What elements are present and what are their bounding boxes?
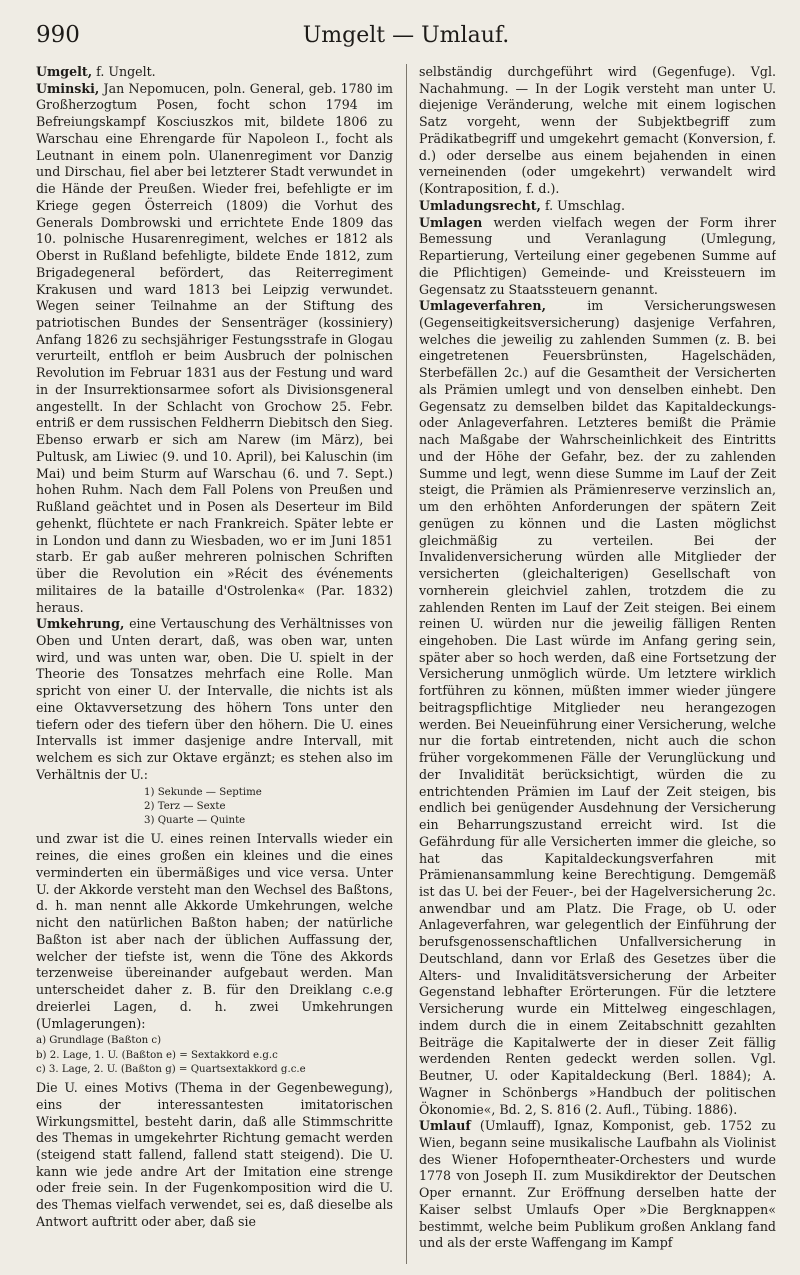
right-column — [419, 64, 776, 1264]
entry-text: werden vielfach wegen der Form ihrer Bemessung und Veranlagung (Umlegung, Repartierung, Verteilung einer gegebenen Summe auf die Pflichtigen) Gemeinde- und Kreissteuern im Gegensatz zu Staatssteuern genannt. — [419, 214, 776, 297]
list-item: 3) Quarte — Quinte — [144, 815, 246, 827]
list-item: b) 2. Lage, 1. U. (Baßton e) = Sextakkord e.g.c — [36, 1049, 278, 1061]
entry-text: eine Vertauschung des Verhältnisses von Oben und Unten derart, daß, was oben war, unten wird, und was unten war, oben. Die U. spielt in der Theorie des Tonsatzes mehrfach eine Rolle. Man spricht von einer U. der Intervalle, die nichts ist als eine Oktavversetzung des höhern Tons unter den tiefern oder des tiefern über den höhern. Die U. eines Intervalls ist immer dasjenige andre Intervall, mit welchem es sich zur Oktave ergänzt; es stehen also im Verhältnis der U.: — [36, 616, 393, 782]
entry-text: Jan Nepomucen, poln. General, geb. 1780 im Großherzogtum Posen, focht schon 1794 im Befreiungskampf Kosciuszkos mit, bildete 1806 zu Warschau eine Ehrengarde für Napoleon I., focht als Leutnant in einem poln. Ulanenregiment vor Danzig und Dirschau, fiel aber bei letzterer Stadt verwundet in die Hände der Preußen. Wieder frei, befehligte er im Kriege gegen Österreich (1809) die Vorhut des Generals Dombrowski und errichtete Ende 1809 das 10. polnische Husarenregiment, welches er 1812 als Oberst in Rußland befehligte, bildete Ende 1812, zum Brigadegeneral befördert, das Reiterregiment Krakusen und ward 1813 bei Leipzig verwundet. Wegen seiner Teilnahme an der Stiftung des patriotischen Bundes der Sensenträger (kossiniery) Anfang 1826 zu sechsjähriger Festungsstrafe in Glogau verurteilt, entfloh er beim Ausbruch der polnischen Revolution im Februar 1831 aus der Festung und ward in der Insurrektionsarmee sofort als Divisionsgeneral angestellt. In der Schlacht von Grochow 25. Febr. entriß er dem russischen Feldherrn Diebitsch den Sieg. Ebenso erwarb er sich am Narew (im März), bei Pultusk, am Liwiec (9. und 10. April), bei Kaluschin (im Mai) und beim Sturm auf Warschau (6. und 7. Sept.) hohen Ruhm. Nach dem Fall Polens von Preußen und Rußland geächtet und in Posen als Deserteur im Bild gehenkt, flüchtete er nach Frankreich. Später lebte er in London und dann zu Wiesbaden, wo er im Juni 1851 starb. Er gab außer mehreren polnischen Schriften über die Revolution ein »Récit des événements militaires de la bataille d'Ostrolenka« (Par. 1832) heraus. — [36, 80, 393, 615]
dictionary-entry — [36, 616, 393, 783]
dictionary-entry — [419, 64, 776, 198]
entry-text: f. Umschlag. — [540, 197, 625, 213]
entry-text: selbständig durchgeführt wird (Gegenfuge). Vgl. Nachahmung. — In der Logik versteht man unter U. diejenige Veränderung, welche mit einem logischen Satz vorgeht, wenn der Subjektbegriff zum Prädikatbegriff und umgekehrt gemacht (Konversion, f. d.) oder derselbe aus einem bejahenden in einen verneinenden (oder umgekehrt) verwandelt wird (Kontraposition, f. d.). — [419, 64, 776, 197]
dictionary-entry — [36, 831, 393, 1032]
page-heading: Umgelt — Umlauf. — [302, 23, 510, 48]
dictionary-entry — [419, 215, 776, 299]
dictionary-entry — [36, 81, 393, 617]
entry-headword: Umladungsrecht, — [419, 197, 541, 213]
entry-text: Die U. eines Motivs (Thema in der Gegenbewegung), eins der interessantesten imitatorischen Wirkungsmittel, besteht darin, daß alle Stimmschritte des Themas in umgekehrter Richtung gemacht werden (steigend statt fallend, fallend statt steigend). Die U. kann wie jede andre Art der Imitation eine strenge oder freie sein. In der Fugenkomposition wird die U. des Themas vielfach verwendet, sei es, daß dieselbe als Antwort auftritt oder aber, daß sie — [36, 1080, 393, 1229]
text-columns — [36, 64, 776, 1264]
entry-headword: Umlageverfahren, — [419, 298, 546, 314]
entry-text: und zwar ist die U. eines reinen Intervalls wieder ein reines, die eines großen ein kleines und die eines verminderten ein übermäßiges und vice versa. Unter U. der Akkorde versteht man den Wechsel des Baßtons, d. h. man nennt alle Akkorde Umkehrungen, welche nicht den natürlichen Baßton haben; der natürliche Baßton ist aber nach der üblichen Auffassung der, welcher der tiefste ist, wenn die Töne des Akkords terzenweise übereinander aufgebaut werden. Man unterscheidet daher z. B. für den Dreiklang c.e.g dreierlei Lagen, d. h. zwei Umkehrungen (Umlagerungen): — [36, 831, 393, 1031]
list-item: a) Grundlage (Baßton c) — [36, 1035, 162, 1047]
dictionary-entry — [419, 298, 776, 1118]
dictionary-entry — [419, 1118, 776, 1252]
dictionary-entry — [36, 1080, 393, 1231]
entry-text: (Umlauff), Ignaz, Komponist, geb. 1752 zu Wien, begann seine musikalische Laufbahn als Violinist des Wiener Hofoperntheater-Orchesters und wurde 1778 von Joseph II. zum Musikdirektor der Deutschen Oper ernannt. Zur Eröffnung derselben hatte der Kaiser selbst Umlaufs Oper »Die Bergknappen« bestimmt, welche beim Publikum großen Anklang fand und als der erste Waffengang im Kampf — [419, 1118, 776, 1251]
enumerated-list — [36, 786, 393, 829]
page-number: 990 — [36, 22, 80, 48]
entry-headword: Umkehrung, — [36, 616, 125, 632]
dictionary-entry — [36, 64, 393, 81]
page-header — [36, 22, 776, 64]
list-item: c) 3. Lage, 2. U. (Baßton g) = Quartsextakkord g.c.e — [36, 1063, 306, 1075]
enumerated-list — [36, 1034, 393, 1077]
entry-headword: Umlauf — [419, 1118, 471, 1134]
entry-headword: Uminski, — [36, 80, 100, 96]
dictionary-entry — [419, 198, 776, 215]
entry-headword: Umgelt, — [36, 64, 93, 79]
column-divider — [406, 64, 407, 1264]
entry-headword: Umlagen — [419, 214, 483, 230]
left-column — [36, 64, 393, 1264]
list-item: 1) Sekunde — Septime — [144, 786, 262, 798]
list-item: 2) Terz — Sexte — [144, 800, 226, 812]
entry-text: f. Ungelt. — [92, 64, 156, 79]
entry-text: im Versicherungswesen (Gegenseitigkeitsversicherung) dasjenige Verfahren, welches die jeweilig zu zahlenden Summen (z. B. bei eingetretenen Feuersbrünsten, Hagelschäden, Sterbefällen 2c.) auf die Gesamtheit der Versicherten als Prämien umlegt und von denselben einhebt. Den Gegensatz zu demselben bildet das Kapitaldeckungs- oder Anlageverfahren. Letzteres bemißt die Prämie nach Maßgabe der Wahrscheinlichkeit des Eintritts und der Höhe der Gefahr, bez. der zu zahlenden Summe und legt, wenn diese Summe im Lauf der Zeit steigt, die Prämien als Prämienreserve verzinslich an, um den erhöhten Anforderungen der spätern Zeit genügen zu können und die Lasten möglichst gleichmäßig zu verteilen. Bei der Invalidenversicherung würden alle Mitglieder der versicherten (gleichalterigen) Gesellschaft von vornherein gleichviel zahlen, trotzdem die zu zahlenden Renten im Lauf der Zeit steigen. Bei einem reinen U. würden nur die jeweilig fälligen Renten eingehoben. Die Last würde im Anfang gering sein, später aber so hoch werden, daß eine Fortsetzung der Versicherung unmöglich würde. Um letztere wirklich fortführen zu können, müßten immer wieder jüngere beitragspflichtige Mitglieder neu herangezogen werden. Bei Neueinführung einer Versicherung, welche nur die fortab eintretenden, nicht auch die schon früher vorgekommenen Fälle der Verunglückung und der Invalidität berücksichtigt, würden die zu entrichtenden Prämien im Lauf der Zeit steigen, bis endlich bei genügender Ausdehnung der Versicherung ein Beharrungszustand erreicht wird. Ist die Gefährdung für alle Versicherten immer die gleiche, so hat das Kapitaldeckungsverfahren mit Prämienansammlung keine Berechtigung. Demgemäß ist das U. bei der Feuer-, bei der Hagelversicherung 2c. anwendbar und am Platz. Die Frage, ob U. oder Anlageverfahren, war gelegentlich der Einführung der berufsgenossenschaftlichen Unfallversicherung in Deutschland, dann vor Erlaß des Gesetzes über die Alters- und Invaliditätsversicherung der Arbeiter Gegenstand lebhafter Erörterungen. Für die letztere Versicherung wurde ein Mittelweg eingeschlagen, indem durch die in einem Zeitabschnitt gezahlten Beiträge die Kapitalwerte der in dieser Zeit fällig werdenden Renten gedeckt werden sollen. Vgl. Beutner, U. oder Kapitaldeckung (Berl. 1884); A. Wagner in Schönbergs »Handbuch der politischen Ökonomie«, Bd. 2, S. 816 (2. Aufl., Tübing. 1886). — [419, 298, 776, 1117]
